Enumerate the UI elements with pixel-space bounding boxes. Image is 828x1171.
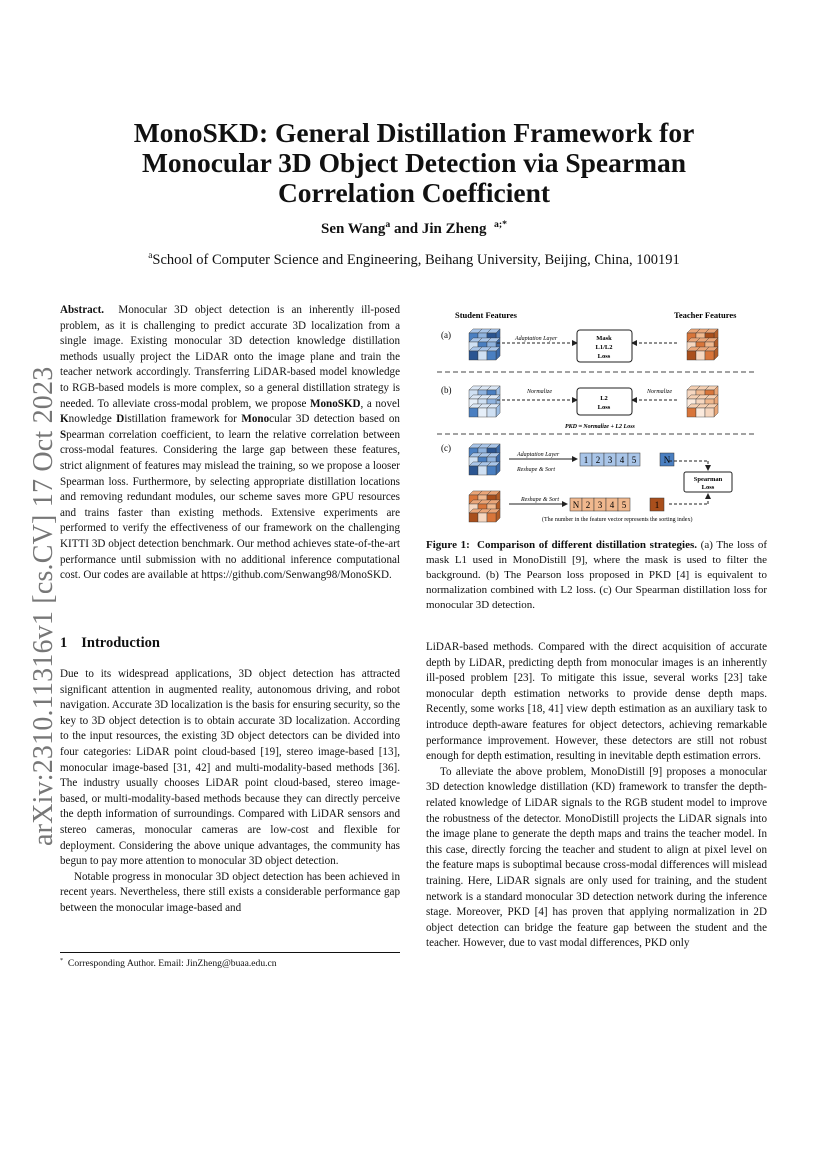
- pkd-equation: PKD ≈ Normalize + L2 Loss: [565, 424, 635, 430]
- arxiv-stamp: arXiv:2310.11316v1 [cs.CV] 17 Oct 2023: [28, 366, 59, 846]
- paragraph: Notable progress in monocular 3D object detection has been achieved in recent years. Nevertheless, there still exists a considerable performance gap between the monocular image-based and: [60, 870, 400, 914]
- author-list: Sen Wang$^a$ and Jin Zheng $^{a;*}$: [320, 219, 507, 237]
- teacher-feature-cube: [487, 509, 500, 522]
- vector-index-label: 1: [583, 455, 589, 465]
- author-name: Jin Zheng: [421, 221, 487, 237]
- abstract-label: Abstract.: [60, 304, 105, 316]
- vector-index-label: 4: [619, 455, 625, 465]
- author-name: Sen Wang: [320, 221, 386, 237]
- vector-index-label: 3: [597, 500, 603, 510]
- vector-index-label: 1: [654, 500, 660, 510]
- svg-text:L1/L2: L1/L2: [595, 344, 613, 351]
- svg-text:Adaptation Layer: Adaptation Layer: [517, 452, 560, 458]
- svg-text:Normalize: Normalize: [647, 389, 673, 395]
- student-feature-cube: [487, 462, 500, 475]
- section-heading: 1 Introduction: [60, 635, 160, 651]
- abstract-text: Monocular 3D object detection is an inherently ill-posed problem, as it is challenging to predict accurate 3D localization from a single image. Existing monocular 3D detection knowledge distillation methods usually project the LiDAR onto the image plane and train the teacher network accordingly. Transferring LiDAR-based model knowledge to RGB-based models is more complex, so a general distillation strategy is needed. To alleviate cross-modal problem, we propose MonoSKD, a novel Knowledge Distillation framework for Monocular 3D detection based on Spearman correlation coefficient, to learn the relative correlation between cross-modal features. Considering the large gap between these features, strict alignment of features may mislead the training, so we propose a looser Spearman loss. Furthermore, by selecting appropriate distillation locations and removing redundant modules, our scheme saves more GPU resources and trains faster than existing methods. Extensive experiments are performed to verify the effectiveness of our framework on the challenging KITTI 3D object detection benchmark. Our method achieves state-of-the-art performance until submission with no additional inference computational cost. Our codes are available at https://github.com/Senwang98/MonoSKD.: [60, 304, 400, 582]
- panel-b-label: (b): [441, 385, 452, 395]
- vector-index-label: 2: [585, 500, 591, 510]
- svg-text:Mask: Mask: [596, 335, 612, 342]
- footnote-rule: [60, 952, 400, 953]
- svg-text:Loss: Loss: [597, 353, 611, 360]
- teacher-feature-cube: [705, 347, 718, 360]
- paragraph: Due to its widespread applications, 3D object detection has attracted significant attention in augmented reality, autonomous driving, and robot navigation. Accurate 3D localization is the basis for ensuring security, so the key to 3D object detection is to obtain accurate 3D localization. According to the input resources, the existing 3D object detectors can be divided into four categories: LiDAR point cloud-based [19], stereo image-based [13], monocular image-based [31, 42] and multi-modality-based methods [36]. The industry usually chooses LiDAR point cloud-based, stereo image-based, or multi-modality-based methods because they can directly perceive the depth information of surroundings. Compared with LiDAR sensors and stereo cameras, monocular cameras are low-cost and flexible for deployment. Considering the above unique advantages, the community has begun to pay more attention to monocular 3D object detection.: [60, 668, 400, 868]
- vector-index-label: 5: [631, 455, 637, 465]
- paragraph: To alleviate the above problem, MonoDistill [9] proposes a monocular 3D detection knowledge distillation (KD) framework to transfer the depth-related knowledge of LiDAR signals to the RGB student model to improve the robustness of the detector. MonoDistill projects the LiDAR signals into the image plane to generate the depth maps and trains the teacher model. In this case, directly forcing the teacher and student to align at pixel level on the feature maps is suboptimal because cross-modal differences will mislead training. Here, LiDAR signals are only used for training, and the student network is a standard monocular 3D detection network during the inference stage. Moreover, PKD [4] has proven that applying normalization in 2D object detection can bridge the feature gap between the student and the teacher. However, due to vast modal differences, PKD only: [426, 765, 767, 950]
- svg-text:Normalize: Normalize: [527, 389, 553, 395]
- teacher-features-label: Teacher Features: [674, 310, 737, 320]
- svg-text:L2: L2: [600, 395, 608, 402]
- figure-note: (The number in the feature vector represents the sorting index): [542, 517, 693, 523]
- vector-index-label: 2: [595, 455, 601, 465]
- paper-title: MonoSKD: General Distillation Framework for Monocular 3D Object Detection via Spearman Correlation Coefficient: [133, 117, 695, 208]
- vector-index-label: N: [663, 455, 671, 465]
- panel-c-label: (c): [441, 443, 451, 453]
- student-features-label: Student Features: [455, 310, 517, 320]
- svg-text:Loss: Loss: [597, 404, 611, 411]
- figure-1: [437, 305, 757, 530]
- svg-text:Spearman: Spearman: [693, 476, 723, 483]
- intro-right-column: [426, 640, 767, 952]
- adaptation-layer-label: Adaptation Layer: [515, 336, 558, 342]
- student-feature-cube: [487, 404, 500, 417]
- vector-index-label: 3: [607, 455, 613, 465]
- vector-index-label: 4: [609, 500, 615, 510]
- student-feature-cube: [487, 347, 500, 360]
- footnote: * Corresponding Author. Email: JinZheng@buaa.edu.cn: [60, 956, 277, 969]
- svg-text:Loss: Loss: [701, 484, 715, 491]
- svg-text:Reshape & Sort: Reshape & Sort: [517, 467, 555, 473]
- intro-left-column: [60, 667, 400, 917]
- vector-index-label: 5: [621, 500, 627, 510]
- figure-caption: Figure 1: Comparison of different distillation strategies. (a) The loss of mask L1 used in MonoDistill [9], where the mask is used to filter the background. (b) The Pearson loss proposed in PKD [4] is equivalent to normalization combined with L2 loss. (c) Our Spearman distillation loss for monocular 3D detection.: [426, 539, 767, 611]
- teacher-feature-cube: [705, 404, 718, 417]
- vector-index-label: N: [572, 500, 580, 510]
- affiliation: $^a$School of Computer Science and Engineering, Beihang University, Beijing, China, 100191: [148, 251, 680, 268]
- abstract: [60, 303, 400, 584]
- panel-a-label: (a): [441, 330, 451, 340]
- paragraph: LiDAR-based methods. Compared with the direct acquisition of accurate depth by LiDAR, predicting depth from monocular images is an inherently ill-posed problem [23]. To mitigate this issue, several works [23] take monocular depth estimation networks to provide dense depth maps. Recently, some works [18, 41] view depth estimation as an auxiliary task to introduce depth-aware features for object detectors, achieving remarkable performance improvement. However, these detectors are still not robust enough for depth estimation, resulting in inevitable depth estimation errors.: [426, 641, 767, 763]
- svg-text:Reshape & Sort: Reshape & Sort: [521, 497, 559, 503]
